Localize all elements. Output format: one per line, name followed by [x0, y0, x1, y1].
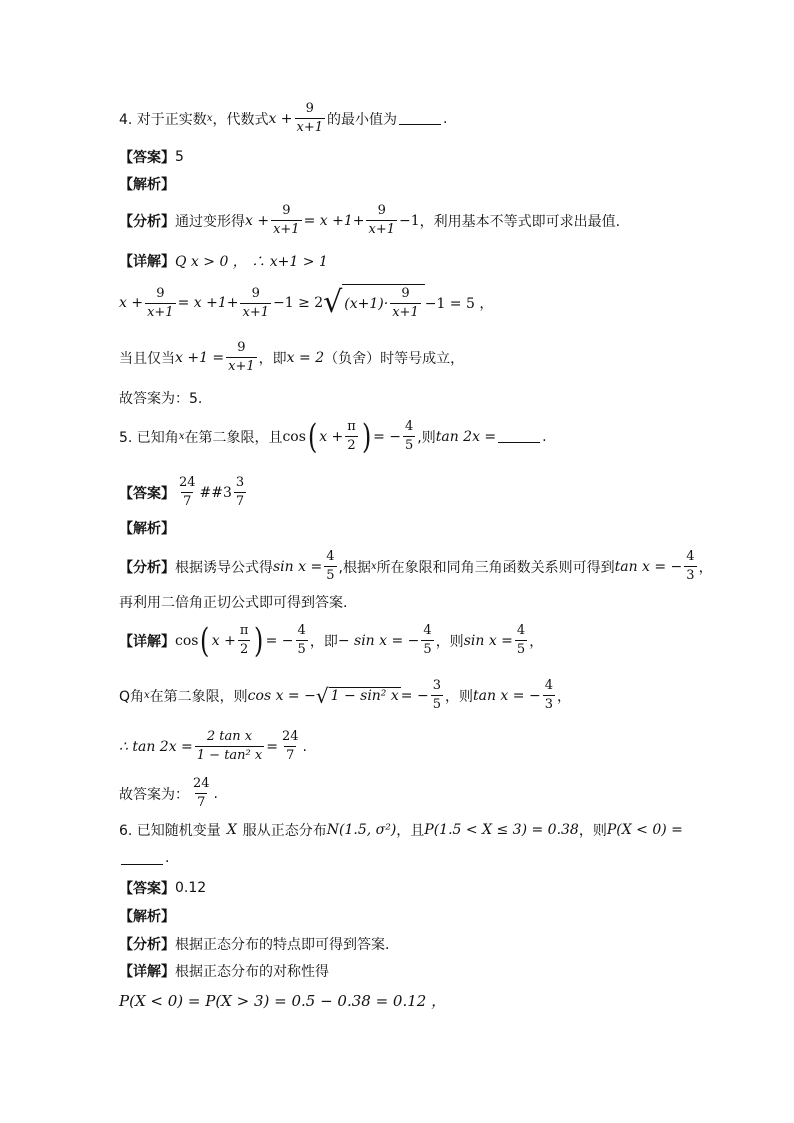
q5-4-5-frac: [403, 418, 415, 455]
q4-fenxi-frac-2: [366, 202, 397, 239]
q4-stem-text-b: ，代数式: [212, 111, 269, 128]
q5-xj-eq-neg: = −: [265, 632, 294, 649]
q5-fenxi-text-d: 再利用二倍角正切公式即可得到答案.: [119, 595, 348, 611]
q4-fenxi-expr-b: = x +1+: [303, 212, 365, 229]
fenxi-tag: 【分析】: [119, 559, 175, 576]
q5-line3: [119, 728, 307, 765]
frac-num: 4: [297, 623, 306, 638]
q5-tan2x: tan 2x =: [435, 428, 497, 445]
q4-ineq-frac-2: [240, 285, 271, 322]
q6-xiangjie: [119, 961, 329, 981]
q6-analysis-heading: [119, 906, 175, 926]
q6-stem-cont: [119, 850, 169, 866]
q5-answer: [119, 474, 248, 511]
left-paren: (: [200, 620, 210, 661]
frac-den: x+1: [242, 304, 269, 320]
left-paren: (: [307, 416, 318, 457]
frac-num: 9: [401, 286, 410, 301]
frac-den: 5: [326, 568, 335, 583]
q5-fenxi: [119, 548, 713, 585]
q5-line2-text-d: ，: [556, 688, 571, 705]
frac-num: 2 tan x: [206, 729, 253, 744]
frac-num: 9: [156, 285, 165, 301]
q4-fraction: [295, 100, 326, 137]
q4-eq-text-c: ，即: [258, 350, 287, 367]
q5-pi-frac: [345, 418, 358, 455]
frac-num: 24: [281, 729, 299, 744]
q4-sqrt: [323, 284, 425, 322]
q6-answer-value: 0.12: [175, 880, 207, 896]
frac-num: 3: [235, 475, 245, 490]
frac-num: 24: [193, 776, 210, 791]
q5-line2-tanx: tan x = −: [472, 687, 541, 704]
frac-num: 4: [423, 623, 432, 638]
q5-var-x: x: [178, 431, 185, 442]
q5-line3-result: [280, 728, 301, 765]
q4-sqrt-text: (x+1)·: [344, 295, 389, 312]
q5-final-text: 故答案为：: [119, 786, 189, 803]
q4-ineq-c: −1 ≥ 2: [272, 295, 324, 311]
q4-ineq-d: −1 = 5 ，: [424, 296, 494, 312]
q5-stem-text-b: 在第二象限，且: [184, 429, 283, 446]
q5-xj-cos: cos: [175, 632, 199, 649]
q5-line2-text-b: 在第二象限，则: [149, 688, 248, 705]
q4-eq-text-e: （负舍）时等号成立，: [324, 350, 465, 367]
q5-fenxi-frac-2: [684, 548, 696, 585]
q5-xj-text-c: ，: [529, 633, 544, 650]
frac-num: 24: [179, 475, 196, 490]
fenxi-tag: 【分析】: [119, 937, 175, 953]
q5-line2-var-x: x: [144, 690, 150, 701]
q5-stem-text-c: ,则: [417, 429, 436, 446]
q5-xj-frac-1: [296, 622, 308, 659]
q4-answer-value: 5: [175, 149, 184, 165]
q5-fenxi-text-c: 所在象限和同角三角函数关系则可得到: [376, 559, 615, 576]
q5-line3-end: .: [302, 738, 307, 755]
q5-line2: [119, 677, 571, 714]
q6-xiangjie-text: 根据正态分布的对称性得: [175, 964, 329, 980]
q5-xj-text-b: ，则: [435, 633, 464, 650]
q6-fenxi: [119, 934, 389, 954]
frac-den: x+1: [368, 222, 395, 237]
q5-tanx: tan x = −: [614, 558, 683, 575]
frac-num: 9: [237, 340, 246, 355]
q5-x-plus: x +: [319, 428, 344, 445]
q5-line2-text-c: ，则: [444, 688, 473, 705]
q5-xj-text-a: ，即: [309, 633, 338, 650]
q6-stem-text-a: 6. 已知随机变量: [119, 823, 221, 839]
q4-frac-den: x+1: [296, 120, 324, 135]
xiangjie-tag: 【详解】: [119, 254, 175, 270]
q6-calc-text: P(X < 0) = P(X > 3) = 0.5 − 0.38 = 0.12 ，: [119, 992, 447, 1010]
q5-line3-eq: =: [266, 738, 278, 755]
q5-ans-mix-frac: [234, 474, 246, 511]
xiangjie-tag: 【详解】: [119, 964, 175, 980]
q5-stem-text-a: 5. 已知角: [119, 429, 179, 446]
q4-fenxi-expr-c: −1: [398, 212, 420, 229]
q5-xj-neg-sinx: − sin x = −: [337, 632, 420, 649]
q6-answer: [119, 878, 206, 898]
q5-line2-sqrt: [315, 683, 401, 708]
frac-den: 7: [235, 494, 245, 509]
q6-calc: [119, 990, 446, 1011]
q6-stem-end: .: [165, 850, 170, 866]
q5-xj-pi-frac: [238, 622, 251, 659]
q6-stem-text-b: 服从正态分布: [242, 823, 327, 839]
q6-fenxi-text: 根据正态分布的特点即可得到答案.: [175, 937, 390, 953]
q5-fenxi-comma: ，: [698, 559, 713, 576]
frac-num: 3: [432, 678, 441, 693]
q5-eq-neg: = −: [373, 428, 401, 445]
q6-answer-blank: [121, 852, 163, 865]
frac-den: x+1: [228, 359, 255, 374]
q5-fenxi-var-x: x: [370, 561, 377, 572]
q4-eq-x: x = 2: [286, 349, 325, 366]
fenxi-tag: 【分析】: [119, 213, 175, 230]
analysis-tag: 【解析】: [119, 909, 175, 925]
q5-stem: [119, 418, 547, 455]
q5-line2-eq-neg: = −: [400, 687, 429, 704]
q5-sqrt-body: 1 − sin² x: [330, 688, 399, 704]
frac-den: 1 − tan² x: [196, 748, 263, 763]
frac-den: 5: [423, 642, 432, 657]
q5-line2-frac-2: [543, 677, 555, 714]
q5-fenxi-cont: [119, 592, 347, 612]
frac-den: 5: [405, 438, 414, 453]
frac-num: 4: [686, 549, 695, 564]
q6-var-X: X: [226, 822, 237, 838]
q4-sqrt-frac: [390, 285, 421, 322]
q4-expr-lead: x +: [268, 110, 293, 127]
q5-fenxi-frac-1: [324, 548, 336, 585]
sqrt-symbol: √: [315, 683, 329, 708]
frac-num: π: [239, 623, 249, 638]
q4-inequality: [119, 284, 493, 322]
q5-sinx: sin x =: [273, 558, 323, 575]
q5-final-end: .: [213, 785, 218, 802]
q5-line2-frac-1: [431, 677, 443, 714]
q5-cos: cos: [282, 428, 306, 445]
q4-ineq-a: x +: [119, 295, 144, 311]
q6-prob: P(1.5 < X ≤ 3) = 0.38: [424, 822, 579, 838]
q4-fenxi-expr-a: x +: [245, 212, 270, 229]
q5-line2-text-a: Q角: [119, 688, 145, 705]
right-paren: ): [361, 416, 372, 457]
frac-den: 2: [347, 438, 356, 453]
q5-xj-x-plus: x +: [211, 632, 236, 649]
q4-eq-frac: [226, 339, 257, 376]
q4-eq-text-a: 当且仅当: [119, 350, 175, 367]
q6-ask: P(X < 0) =: [606, 822, 683, 838]
frac-num: 4: [544, 678, 553, 693]
q4-xiangjie: [119, 251, 328, 271]
sqrt-body: [342, 284, 424, 322]
q6-stem-text-d: ，则: [578, 823, 607, 839]
q4-answer: [119, 147, 184, 167]
q4-fenxi-text-b: ，利用基本不等式即可求出最值.: [419, 213, 621, 230]
q5-ans-sep: ##3: [199, 484, 232, 501]
q5-line3-lead: ∴ tan 2x =: [119, 738, 193, 755]
q4-xiangjie-text: Q x > 0 ， ∴ x+1 > 1: [175, 254, 328, 270]
frac-den: 7: [183, 494, 192, 509]
q4-ineq-b: = x +1+: [177, 295, 239, 311]
q5-xiangjie: [119, 622, 543, 659]
q4-stem: [119, 100, 447, 137]
frac-den: 7: [286, 748, 295, 763]
q5-xj-sinx: sin x =: [463, 632, 513, 649]
frac-den: 2: [239, 642, 249, 657]
q5-final-frac: [191, 775, 212, 812]
q4-eq-expr: x +1 =: [175, 349, 225, 366]
frac-den: 3: [544, 697, 553, 712]
q5-final: [119, 775, 218, 812]
frac-den: x+1: [392, 305, 419, 320]
q4-equality: [119, 339, 464, 376]
analysis-tag: 【解析】: [119, 521, 175, 537]
q4-fenxi: [119, 202, 620, 239]
q5-xj-frac-2: [421, 622, 433, 659]
q5-fenxi-text-a: 根据诱导公式得: [175, 559, 273, 576]
frac-den: 3: [686, 568, 695, 583]
q5-line3-frac: [195, 728, 264, 765]
frac-num: 9: [377, 203, 386, 218]
frac-den: 5: [516, 642, 526, 657]
analysis-tag: 【解析】: [119, 177, 175, 193]
frac-den: x+1: [273, 222, 300, 237]
frac-num: 9: [282, 203, 291, 218]
q4-stem-text-c: 的最小值为: [327, 111, 398, 128]
frac-num: 4: [516, 623, 526, 638]
frac-den: x+1: [147, 304, 174, 320]
answer-tag: 【答案】: [119, 485, 175, 502]
q6-normal: N(1.5, σ²): [326, 822, 397, 838]
q5-ans-frac: [177, 474, 198, 511]
q4-final: [119, 388, 202, 408]
q5-stem-end: .: [542, 428, 547, 445]
q4-frac-num: 9: [305, 101, 314, 116]
frac-den: 5: [432, 697, 441, 712]
q5-fenxi-text-b: ,根据: [338, 559, 371, 576]
q5-analysis-heading: [119, 518, 175, 538]
q4-stem-end: .: [443, 110, 448, 127]
q6-stem: [119, 820, 683, 840]
q4-final-text: 故答案为：5.: [119, 391, 203, 407]
frac-den: 7: [197, 795, 206, 810]
q4-fenxi-frac-1: [271, 202, 302, 239]
q4-answer-blank: [399, 112, 441, 125]
frac-num: π: [347, 419, 356, 434]
q4-ineq-frac-1: [145, 285, 176, 322]
right-paren: ): [254, 620, 264, 661]
answer-tag: 【答案】: [119, 881, 175, 897]
q5-answer-blank: [498, 430, 540, 443]
frac-num: 4: [326, 549, 335, 564]
q6-stem-text-c: ，且: [396, 823, 425, 839]
answer-tag: 【答案】: [119, 150, 175, 166]
q5-xj-frac-3: [515, 622, 527, 659]
frac-den: 5: [297, 642, 306, 657]
q5-line2-cosx: cos x = −: [247, 687, 316, 704]
sqrt-symbol: √: [323, 285, 343, 320]
q4-fenxi-text-a: 通过变形得: [175, 213, 245, 230]
q4-analysis-heading: [119, 174, 175, 194]
frac-num: 9: [251, 285, 260, 301]
xiangjie-tag: 【详解】: [119, 633, 175, 650]
q4-stem-text-a: 4. 对于正实数: [119, 111, 207, 128]
frac-num: 4: [405, 419, 414, 434]
q4-var-x: x: [206, 113, 213, 124]
